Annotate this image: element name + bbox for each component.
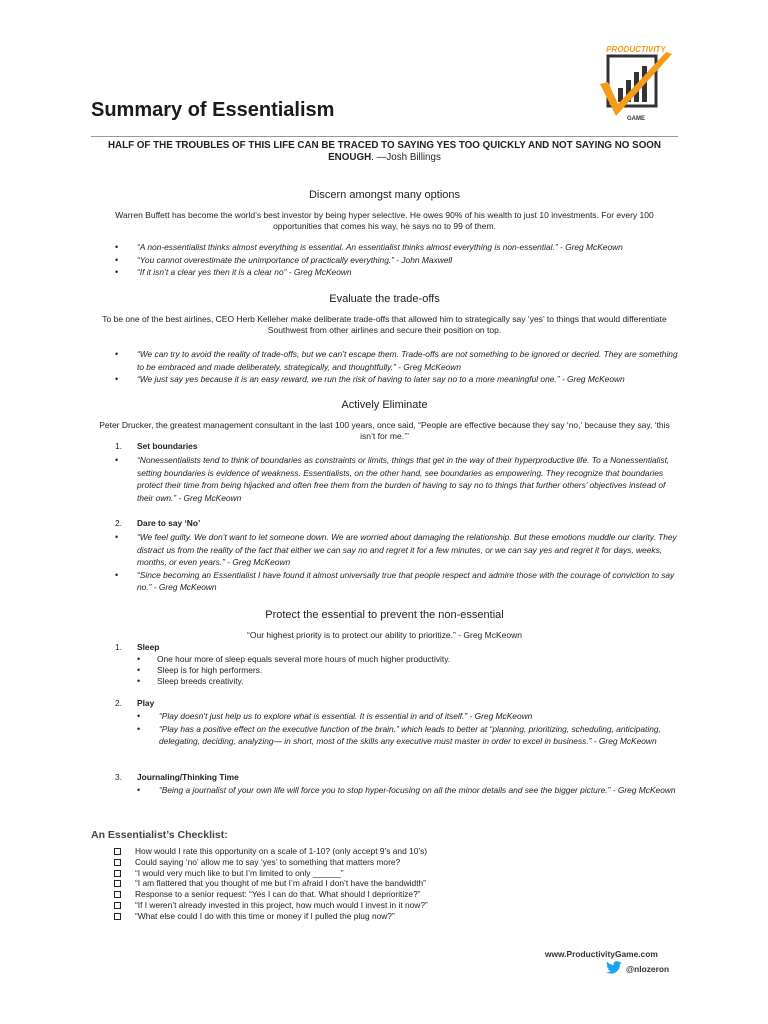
- item-label: Sleep: [137, 642, 160, 652]
- list-item: • “Being a journalist of your own life will force you to stop hyper-focusing on all the minor details and see the bigger picture.” - Greg McKeown: [137, 784, 678, 797]
- checklist-item-text: Response to a senior request: “Yes I can do that. What should I deprioritize?”: [135, 889, 421, 900]
- section-para-discern: Warren Buffett has become the world’s best investor by being hyper selective. He owes 90% of his wealth to just 10 investments. For every 100 opportunities that comes his way, he says no to 99 of them.: [115, 210, 654, 231]
- checklist-item: [114, 911, 428, 922]
- item-label: Dare to say ‘No’: [137, 518, 201, 528]
- list-item: • “Nonessentialists tend to think of boundaries as constraints or limits, things that get in the way of their hyperproductive life. To a Nonessentialist, setting boundaries is evidence of weakness. Essentialists, on the other hand, see boundaries as empowering. They recognize that boundaries protect their time from being hijacked and often free them from the burden of having to say no to things that further others’ objectives instead of their own.” - Greg McKeown: [115, 454, 678, 504]
- item-label: Play: [137, 698, 155, 708]
- checkbox-icon: [114, 880, 121, 887]
- section-heading-evaluate: Evaluate the trade-offs: [329, 293, 440, 305]
- bullet-list-set-boundaries: [115, 454, 678, 504]
- checklist-item-text: How would I rate this opportunity on a scale of 1-10? (only accept 9’s and 10’s): [135, 846, 428, 856]
- checkbox-icon: [114, 848, 121, 855]
- bullet-list-discern: [115, 241, 678, 279]
- list-item: • Sleep is for high performers.: [137, 665, 678, 676]
- checklist-title: An Essentialist’s Checklist:: [91, 829, 228, 841]
- twitter-bird-icon: [606, 961, 622, 976]
- checklist-item-text: Could saying ‘no’ allow me to say ‘yes’ to something that matters more?: [135, 856, 401, 867]
- opening-quote: [91, 140, 678, 164]
- opening-quote-text: HALF OF THE TROUBLES OF THIS LIFE CAN BE TRACED TO SAYING YES TOO QUICKLY AND NOT SAYING NO SOON ENOUGH: [107, 140, 662, 163]
- list-item: • “Since becoming an Essentialist I have found it almost universally true that people respect and admire those with the courage of conviction to say no.” - Greg McKeown: [115, 569, 678, 594]
- numbered-heading-journaling: [115, 772, 239, 782]
- list-item: • “You cannot overestimate the unimportance of practically everything.” - John Maxwell: [115, 254, 678, 267]
- item-number: 1.: [115, 441, 122, 451]
- numbered-heading-play: [115, 698, 154, 708]
- productivity-game-logo: [596, 44, 676, 122]
- item-number: 2.: [115, 518, 122, 528]
- footer-website-link[interactable]: www.ProductivityGame.com: [545, 949, 658, 959]
- checkbox-icon: [114, 859, 121, 866]
- bullet-list-evaluate: [115, 348, 678, 386]
- list-item: • “We just say yes because it is an easy reward, we run the risk of having to later say no to a more meaningful one.” - Greg McKeown: [115, 373, 678, 386]
- checklist-item-text: “I am flattered that you thought of me but I’m afraid I don’t have the bandwidth”: [135, 878, 426, 889]
- checklist-item-text: “If I weren’t already invested in this project, how much would I invest in it now?”: [135, 899, 428, 910]
- title-divider: [91, 136, 678, 137]
- bullet-list-sleep: [137, 654, 678, 687]
- section-para-evaluate: To be one of the best airlines, CEO Herb Kelleher make deliberate trade-offs that allowed him to strategically say ‘yes’ to things that would differentiate Southwest from other airlines and secure their position on top.: [102, 314, 667, 335]
- item-number: 2.: [115, 698, 122, 708]
- checkbox-icon: [114, 913, 121, 920]
- list-item: • “We feel guilty. We don’t want to let someone down. We are worried about damaging the relationship. But these emotions muddle our clarity. They distract us from the reality of the fact that either we can say no and regret it for a few minutes, or we can say yes and regret it for days, weeks, months, or even years.” - Greg McKeown: [115, 531, 678, 569]
- item-label: Journaling/Thinking Time: [137, 772, 239, 782]
- checkbox-icon: [114, 902, 121, 909]
- item-number: 3.: [115, 772, 122, 782]
- checklist-item: [114, 868, 428, 879]
- section-heading-eliminate: Actively Eliminate: [341, 399, 428, 411]
- checklist-item: [114, 900, 428, 911]
- checklist-item: [114, 878, 428, 889]
- logo-text-bottom: GAME: [627, 116, 645, 122]
- numbered-heading-set-boundaries: [115, 441, 198, 451]
- list-item: • “If it isn’t a clear yes then it is a clear no” - Greg McKeown: [115, 266, 678, 279]
- numbered-heading-sleep: [115, 642, 159, 652]
- list-item: • Sleep breeds creativity.: [137, 676, 678, 687]
- list-item: • “We can try to avoid the reality of trade-offs, but we can’t escape them. Trade-offs are not something to be ignored or decried. They are something to be embraced and made deliberately, strategically, and thoughtfully.” - Greg McKeown: [115, 348, 678, 373]
- checklist-item-text: “What else could I do with this time or money if I pulled the plug now?”: [135, 910, 395, 921]
- checkbox-icon: [114, 870, 121, 877]
- page-title: Summary of Essentialism: [91, 99, 335, 121]
- checklist-item: [114, 889, 428, 900]
- list-item: • “Play has a positive effect on the executive function of the brain.” which leads to better at “planning, prioritizing, scheduling, anticipating, delegating, deciding, analyzing— in short, most of the skills any executive must master in order to excel in business.” - Greg McKeown: [137, 723, 678, 748]
- bullet-list-play: [137, 710, 678, 748]
- list-item: • “Play doesn’t just help us to explore what is essential. It is essential in and of itself.” - Greg McKeown: [137, 710, 678, 723]
- section-para-protect: “Our highest priority is to protect our ability to prioritize.” - Greg McKeown: [247, 630, 522, 640]
- numbered-heading-dare-to-say-no: [115, 518, 200, 528]
- twitter-handle-text: @nlozeron: [626, 963, 670, 974]
- checkbox-icon: [114, 891, 121, 898]
- bullet-list-dare-to-say-no: [115, 531, 678, 594]
- checklist-item-text: “I would very much like to but I’m limited to only ______”: [135, 867, 344, 878]
- list-item: • One hour more of sleep equals several more hours of much higher productivity.: [137, 654, 678, 665]
- opening-quote-attribution: . —Josh Billings: [371, 152, 441, 163]
- bullet-list-journaling: [137, 784, 678, 797]
- checklist-item: [114, 846, 428, 857]
- section-heading-protect: Protect the essential to prevent the non-essential: [265, 609, 504, 621]
- list-item: • “A non-essentialist thinks almost everything is essential. An essentialist thinks almost everything is non-essential.” - Greg McKeown: [115, 241, 678, 254]
- section-para-eliminate: Peter Drucker, the greatest management consultant in the last 100 years, once said, “People are effective because they say ‘no,’ because they say, ‘this isn’t for me.’”: [99, 420, 670, 441]
- section-heading-discern: Discern amongst many options: [308, 189, 460, 201]
- checklist: [114, 846, 428, 922]
- item-number: 1.: [115, 642, 122, 652]
- footer-twitter-handle[interactable]: [606, 961, 669, 976]
- checklist-item: [114, 857, 428, 868]
- item-label: Set boundaries: [137, 441, 198, 451]
- logo-text-top: PRODUCTIVITY: [606, 45, 666, 54]
